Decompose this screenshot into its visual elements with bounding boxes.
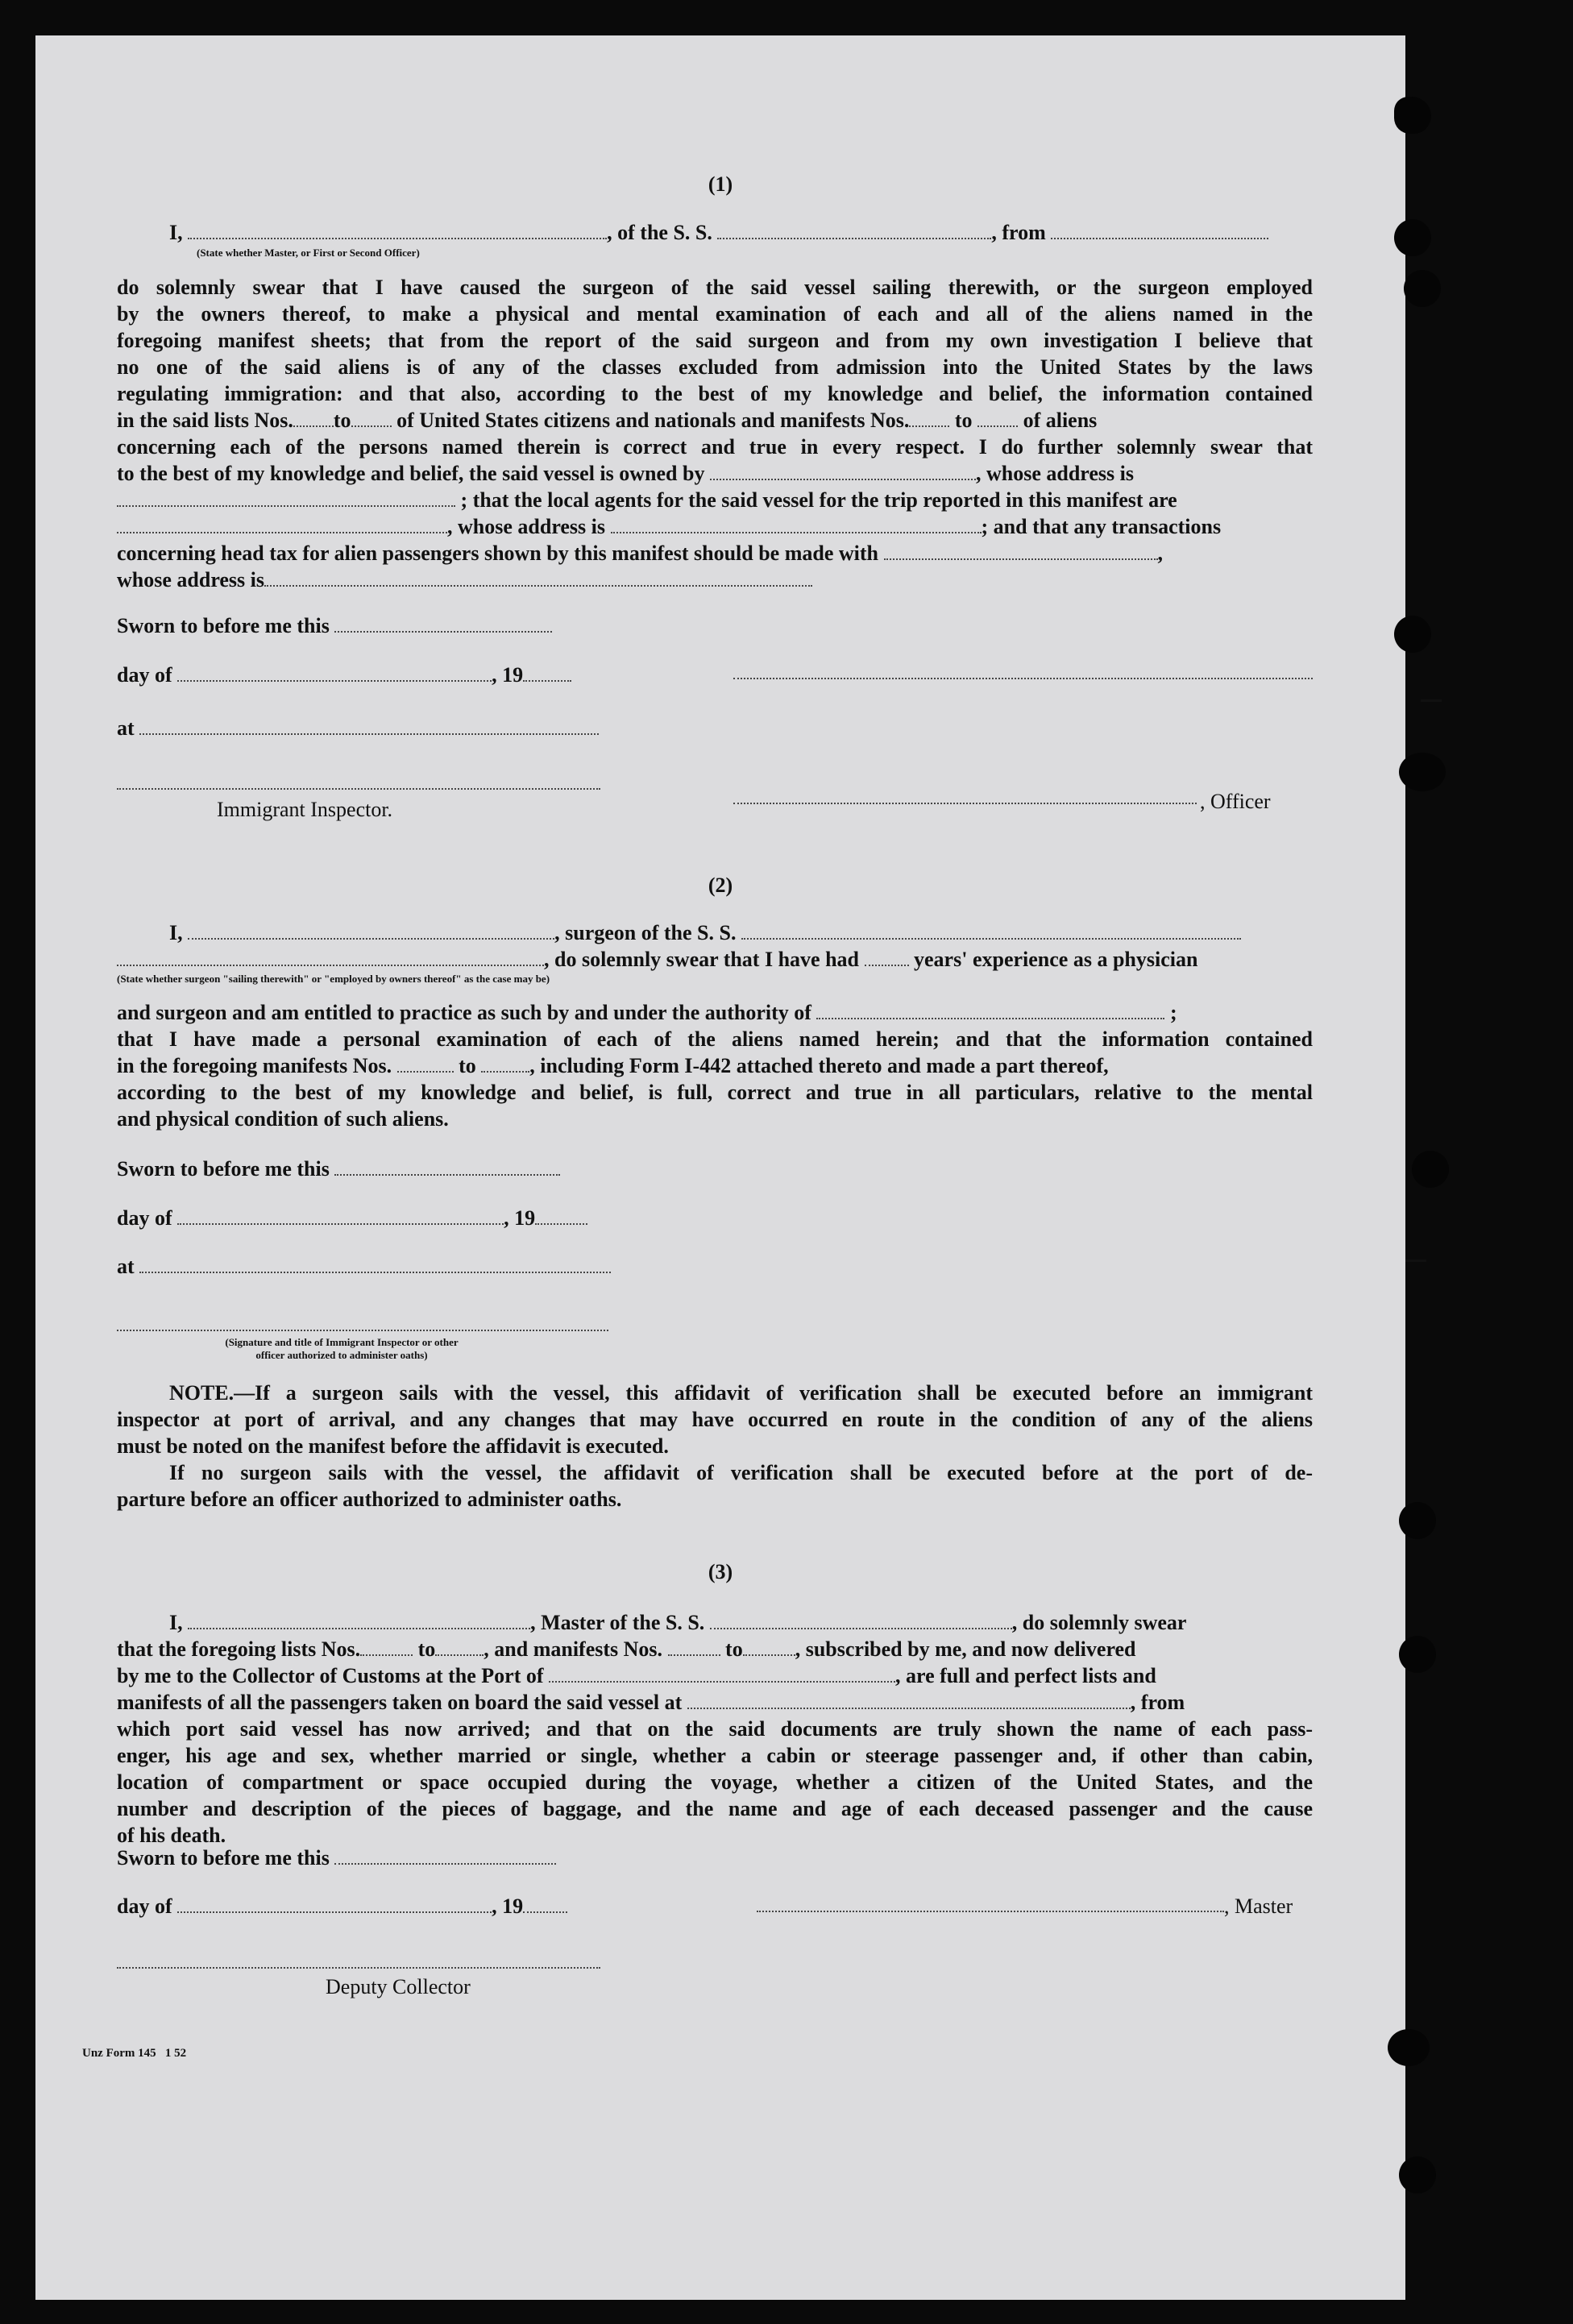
from-port-field[interactable] [1051,220,1268,239]
binder-hole [1394,616,1431,653]
s2-experience-line: , do solemnly swear that I have had years' experience as a physician [117,946,1313,973]
alien-manifest-to-field[interactable] [977,408,1018,427]
s2-year-field[interactable] [535,1206,587,1225]
s2-signature-note: (Signature and title of Immigrant Inspector or other officer authorized to administer oaths) [225,1336,459,1361]
deputy-signature-field[interactable] [117,1949,600,1969]
s1-sworn-line: Sworn to before me this [117,612,1313,639]
s1-agents-address-line: , whose address is ; and that any transactions [117,513,1313,540]
s2-line-surgeon: I, , surgeon of the S. S. [169,919,1313,946]
note-line: inspector at port of arrival, and any changes that may have occurred en route in the condition of any of the aliens [117,1408,1313,1431]
s3-list-to-field[interactable] [435,1637,484,1656]
s2-signature-field[interactable] [117,1312,608,1331]
s3-lists-line: that the foregoing lists Nos. to , and manifests Nos. to , subscribed by me, and now delivered [117,1637,1136,1661]
binder-hole [1404,270,1441,307]
s3-sworn-date-field[interactable] [334,1845,556,1865]
s2-body-line: that I have made a personal examination of each of the aliens named herein; and that the information contained [117,1027,1313,1051]
master-label: , Master [1224,1894,1293,1918]
binder-hole [1399,1502,1436,1539]
years-experience-field[interactable] [865,947,909,966]
s1-inspector-signature-field[interactable] [117,770,600,790]
s1-year-field[interactable] [523,662,571,682]
binder-hole [1399,2156,1436,2193]
surgeon-name-field[interactable] [188,920,554,940]
s1-line-master: I, , of the S. S. , from [169,219,1313,246]
s2-body-line: according to the best of my knowledge and belief, is full, correct and true in all particulars, relative to the mental [117,1081,1313,1104]
binder-hole [1388,2029,1430,2066]
s3-sworn-line: Sworn to before me this [117,1845,1313,1871]
section-number-1: (1) [708,172,733,196]
s3-year-field[interactable] [523,1894,567,1913]
s1-agents-line: ; that the local agents for the said vessel for the trip reported in this manifest are [117,487,1313,513]
owner-address-field[interactable] [117,488,455,507]
local-agents-field[interactable] [117,514,447,533]
edge-mark [1421,699,1442,702]
binder-hole [1394,97,1431,134]
departure-port-field[interactable] [687,1690,1131,1709]
master-signature-field[interactable] [757,1893,1224,1912]
s1-whose-address-line: whose address is [117,566,1313,593]
s2-at-line: at [117,1253,1313,1280]
s3-body-line: of his death. [117,1824,226,1847]
s2-day-line: day of , 19 [117,1205,1313,1231]
note-line: must be noted on the manifest before the affidavit is executed. [117,1434,669,1458]
binder-hole [1399,1636,1436,1673]
s1-owned-by-line: to the best of my knowledge and belief, the said vessel is owned by , whose address is [117,462,1134,485]
note-line: If no surgeon sails with the vessel, the affidavit of verification shall be executed before at the port of de- [169,1461,1313,1484]
s1-body-line: no one of the said aliens is of any of the classes excluded from admission into the United States by the laws [117,355,1313,379]
owner-field[interactable] [710,461,976,480]
note-line: parture before an officer authorized to administer oaths. [117,1488,622,1511]
s1-body-line: by the owners thereof, to make a physical and mental examination of each and all of the aliens named in the [117,302,1313,326]
officer-label: , Officer [1200,790,1271,813]
s1-head-tax-line: concerning head tax for alien passengers shown by this manifest should be made with , [117,542,1164,565]
s2-manifests-line: in the foregoing manifests Nos. to , including Form I-442 attached thereto and made a part thereof, [117,1054,1109,1077]
citizen-list-to-field[interactable] [351,408,392,427]
s2-at-field[interactable] [139,1254,611,1273]
s3-list-from-field[interactable] [360,1637,413,1656]
s3-body-line: location of compartment or space occupied during the voyage, whether a citizen of the United States, and the [117,1770,1313,1794]
s3-day-line: day of , 19 [117,1893,1313,1919]
binder-hole [1399,753,1446,791]
s1-day-field[interactable] [177,662,492,682]
s1-at-line: at [117,715,1313,741]
s2-authority-line: and surgeon and am entitled to practice as such by and under the authority of ; [117,1001,1177,1024]
s1-body-line: do solemnly swear that I have caused the surgeon of the said vessel sailing therewith, or the surgeon employed [117,276,1313,299]
master-name-field[interactable] [188,220,607,239]
form-page [35,35,1405,2300]
s2-sworn-date-field[interactable] [334,1156,560,1176]
deputy-collector-label: Deputy Collector [326,1975,471,1998]
s1-officer-title-field[interactable] [733,785,1197,804]
s3-manifest-from-field[interactable] [668,1637,720,1656]
s3-vessel-field[interactable] [710,1610,1012,1629]
section-number-2: (2) [708,874,733,897]
surgeon-status-field[interactable] [117,947,544,966]
s3-body-line: which port said vessel has now arrived; and that on the said documents are truly shown the name of each pass- [117,1717,1313,1741]
note-line: NOTE.—If a surgeon sails with the vessel, this affidavit of verification shall be executed before an immigrant [169,1381,1313,1405]
s1-officer-signature-field[interactable] [733,660,1313,679]
s2-day-field[interactable] [177,1206,504,1225]
s3-line-master: I, , Master of the S. S. , do solemnly swear [169,1611,1187,1634]
head-tax-party-field[interactable] [884,541,1158,560]
s3-master-name-field[interactable] [188,1610,530,1629]
s1-at-field[interactable] [139,716,599,735]
s2-manifest-to-field[interactable] [481,1053,529,1073]
edge-mark [1405,1260,1426,1262]
alien-manifest-from-field[interactable] [909,408,949,427]
s1-body-line: regulating immigration: and that also, according to the best of my knowledge and belief, the information contained [117,382,1313,405]
section-number-3: (3) [708,1560,733,1583]
surgeon-status-note: (State whether surgeon "sailing therewith" or "employed by owners thereof" as the case may be) [117,973,550,985]
s1-body-line: foregoing manifest sheets; that from the report of the said surgeon and from my own investigation I believe that [117,329,1313,352]
head-tax-address-field[interactable] [264,567,812,587]
authority-field[interactable] [816,1000,1164,1019]
s1-lists-line: in the said lists Nos. to of United States citizens and nationals and manifests Nos. to of aliens [117,409,1098,432]
s3-vessel-at-line: manifests of all the passengers taken on board the said vessel at , from [117,1691,1185,1714]
s3-day-field[interactable] [177,1894,492,1913]
s2-vessel-field[interactable] [741,920,1241,940]
citizen-list-from-field[interactable] [293,408,334,427]
s3-manifest-to-field[interactable] [743,1637,795,1656]
officer-note: (State whether Master, or First or Second Officer) [197,247,420,259]
s3-body-line: enger, his age and sex, whether married or single, whether a cabin or steerage passenger and, if other than cabin, [117,1744,1313,1767]
collector-port-field[interactable] [549,1663,895,1683]
s2-manifest-from-field[interactable] [397,1053,454,1073]
binder-hole [1394,219,1431,256]
binder-hole [1412,1151,1449,1188]
agents-address-field[interactable] [611,514,982,533]
s1-sworn-date-field[interactable] [334,613,552,633]
immigrant-inspector-label: Immigrant Inspector. [217,798,393,821]
s2-sworn-line: Sworn to before me this [117,1156,1313,1182]
form-identifier: Unz Form 145 1 52 [82,2047,187,2060]
s3-body-line: number and description of the pieces of baggage, and the name and age of each deceased passenger and the cause [117,1797,1313,1820]
s1-day-line: day of , 19 [117,662,1313,688]
s3-port-line: by me to the Collector of Customs at the Port of , are full and perfect lists and [117,1664,1156,1687]
s2-body-line: and physical condition of such aliens. [117,1107,449,1131]
vessel-name-field[interactable] [717,220,991,239]
s1-concerning-line: concerning each of the persons named therein is correct and true in every respect. I do further solemnly swear that [117,435,1313,459]
